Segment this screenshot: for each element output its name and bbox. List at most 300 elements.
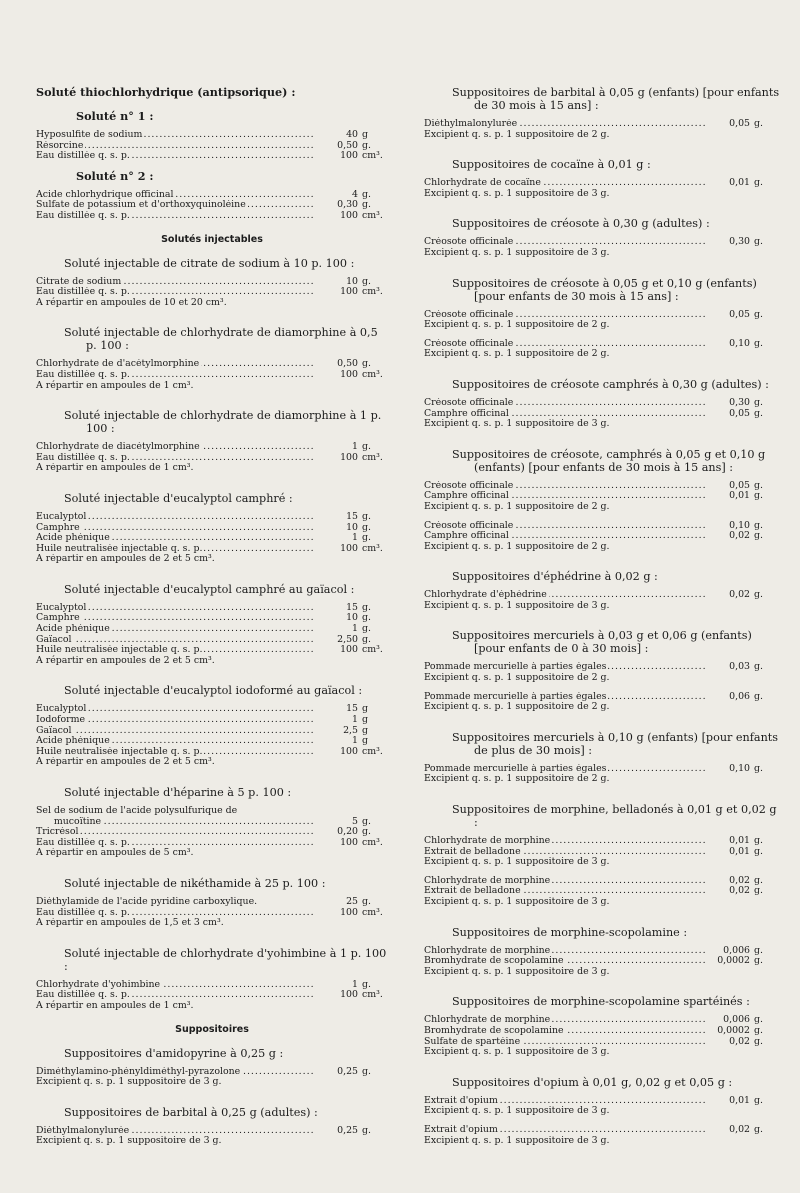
ingredient-unit: g. [754, 1014, 763, 1026]
ingredient-quantity: 0,06 [729, 690, 750, 702]
ingredient-row [424, 1106, 780, 1117]
ingredient-quantity: 100 [340, 150, 358, 162]
formula-title: Suppositoires de créosote à 0,30 g (adultes) : [452, 217, 710, 231]
ingredient-unit: g [362, 735, 369, 747]
ingredient-row [424, 662, 780, 673]
ingredient-unit: cm³. [362, 836, 383, 848]
ingredient-quantity: 100 [340, 542, 358, 554]
ingredient-quantity: 0,02 [729, 1123, 750, 1135]
ingredient-row [36, 635, 388, 646]
ingredient-row [36, 151, 388, 162]
formula-title: Soluté n° 2 : [76, 168, 154, 183]
ingredient-unit: cm³. [362, 542, 383, 554]
ingredient-quantity: 10 [346, 612, 358, 624]
ingredient-row [424, 502, 780, 513]
ingredient-unit: g. [362, 139, 371, 151]
ingredient-name: Diéthylmalonylurée [36, 1125, 130, 1136]
ingredient-quantity: 1 [352, 441, 358, 453]
ingredient-name: Excipient q. s. p. 1 suppositoire de 2 g. [424, 702, 610, 713]
ingredient-row [424, 491, 780, 502]
formula-title: Suppositoires d'opium à 0,01 g, 0,02 g et 0,05 g : [452, 1075, 733, 1089]
ingredient-quantity: 1 [352, 735, 358, 747]
ingredient-row [424, 886, 780, 897]
ingredient-unit: g. [754, 490, 763, 502]
ingredient-row [36, 211, 388, 222]
ingredient-unit: g. [362, 826, 371, 838]
formula-title: Suppositoires de cocaïne à 0,01 g : [452, 158, 651, 172]
ingredient-row [424, 521, 780, 532]
ingredient-row [36, 1126, 388, 1137]
ingredient-name: Camphre officinal [424, 531, 509, 542]
formula-title: Suppositoires de morphine-scopolamine : [452, 925, 688, 939]
ingredient-name: Chlorhydrate de morphine [424, 945, 551, 956]
ingredient-name: Excipient q. s. p. 1 suppositoire de 2 g. [424, 129, 610, 140]
formula-title: Soluté injectable de chlorhydrate de diamorphine à 1 p. 100 : [64, 409, 382, 436]
ingredient-unit: g. [754, 1094, 763, 1106]
ingredient-unit: g. [362, 895, 371, 907]
ingredient-row [424, 237, 780, 248]
ingredient-row [36, 1067, 388, 1078]
ingredient-quantity: 0,25 [337, 1124, 358, 1136]
ingredient-row [36, 442, 388, 453]
ingredient-unit: g. [754, 1123, 763, 1135]
ingredient-row [424, 531, 780, 542]
ingredient-quantity: 0,05 [729, 479, 750, 491]
ingredient-unit: g. [362, 815, 371, 827]
ingredient-name: Eau distillée q. s. p. [36, 990, 130, 1001]
ingredient-name: Eau distillée q. s. p. [36, 369, 130, 380]
ingredient-row [424, 349, 780, 360]
ingredient-quantity: 100 [340, 906, 358, 918]
ingredient-name: Acide chlorhydrique officinal [36, 189, 174, 200]
ingredient-row [36, 838, 388, 849]
ingredient-quantity: 0,50 [337, 139, 358, 151]
ingredient-name: Camphre officinal [424, 491, 509, 502]
ingredient-row [424, 601, 780, 612]
ingredient-unit: cm³. [362, 989, 383, 1001]
ingredient-quantity: 0,0002 [717, 1024, 750, 1036]
ingredient-row [36, 624, 388, 635]
ingredient-row [424, 398, 780, 409]
ingredient-quantity: 0,10 [729, 519, 750, 531]
ingredient-unit: g. [362, 199, 371, 211]
formula-title: Suppositoires mercuriels à 0,03 g et 0,06 g (enfants) [pour enfants de 0 à 30 mois] : [452, 629, 752, 656]
ingredient-quantity: 0,03 [729, 661, 750, 673]
ingredient-row [424, 419, 780, 430]
ingredient-unit: g. [754, 177, 763, 189]
ingredient-quantity: 100 [340, 644, 358, 656]
ingredient-row [36, 645, 388, 656]
ingredient-unit: g. [754, 885, 763, 897]
ingredient-name: Acide phénique [36, 736, 110, 747]
ingredient-unit: g. [754, 874, 763, 886]
ingredient-name: Sulfate de spartéine [424, 1036, 521, 1047]
ingredient-row [36, 359, 388, 370]
ingredient-row [36, 277, 388, 288]
ingredient-unit: g. [754, 661, 763, 673]
ingredient-quantity: 0,02 [729, 874, 750, 886]
ingredient-row [36, 287, 388, 298]
ingredient-name: Créosote officinale [424, 309, 514, 320]
ingredient-name: Eucalyptol [36, 602, 87, 613]
ingredient-name: Eau distillée q. s. p. [36, 907, 130, 918]
ingredient-quantity: 100 [340, 836, 358, 848]
ingredient-name: Pommade mercurielle à parties égales [424, 691, 607, 702]
ingredient-quantity: 10 [346, 275, 358, 287]
ingredient-row [424, 119, 780, 130]
ingredient-unit: g. [754, 762, 763, 774]
ingredient-quantity: 1 [352, 978, 358, 990]
ingredient-name: Extrait d'opium [424, 1124, 498, 1135]
formula-title: Soluté injectable d'eucalyptol iodoformé au gaïacol : [64, 684, 363, 698]
ingredient-name: Excipient q. s. p. 1 suppositoire de 2 g. [424, 673, 610, 684]
ingredient-unit: g. [754, 1024, 763, 1036]
ingredient-unit: cm³. [362, 906, 383, 918]
ingredient-quantity: 15 [346, 601, 358, 613]
ingredient-name: Excipient q. s. p. 1 suppositoire de 3 g. [424, 897, 610, 907]
ingredient-name: Bromhydrate de scopolamine [424, 1025, 564, 1036]
ingredient-unit: g [362, 703, 369, 715]
ingredient-row [36, 1077, 388, 1088]
ingredient-quantity: 0,10 [729, 762, 750, 774]
formula-title: Suppositoires d'amidopyrine à 0,25 g : [64, 1046, 284, 1060]
ingredient-unit: g. [362, 510, 371, 522]
ingredient-row [424, 673, 780, 684]
ingredient-row [424, 1037, 780, 1048]
formula-title: Soluté injectable de chlorhydrate de diamorphine à 0,5 p. 100 : [64, 326, 378, 353]
formula-title: Suppositoires d'éphédrine à 0,02 g : [452, 570, 658, 584]
ingredient-row [424, 774, 780, 785]
ingredient-unit: g. [362, 978, 371, 990]
ingredient-unit: g. [754, 308, 763, 320]
ingredient-quantity: 2,5 [343, 724, 358, 736]
ingredient-name: Excipient q. s. p. 1 suppositoire de 3 g. [36, 1136, 222, 1147]
ingredient-name: Hyposulfite de sodium [36, 130, 143, 140]
ingredient-quantity: 15 [346, 510, 358, 522]
ingredient-name: Créosote officinale [424, 237, 514, 248]
ingredient-quantity: 100 [340, 745, 358, 757]
ingredient-row [424, 897, 780, 908]
ingredient-name: Excipient q. s. p. 1 suppositoire de 3 g. [424, 188, 610, 199]
ingredient-unit: g. [754, 955, 763, 967]
ingredient-name: Bromhydrate de scopolamine [424, 956, 564, 967]
ingredient-quantity: 1 [352, 714, 358, 726]
ingredient-row [36, 736, 388, 747]
ingredient-name: Excipient q. s. p. 1 suppositoire de 2 g. [424, 541, 610, 552]
ingredient-name: Camphre officinal [424, 408, 509, 419]
ingredient-row [36, 370, 388, 381]
ingredient-name: Extrait d'opium [424, 1095, 498, 1106]
ingredient-unit: cm³. [362, 644, 383, 656]
ingredient-name: Chlorhydrate de d'acétylmorphine [36, 359, 200, 370]
ingredient-quantity: 100 [340, 286, 358, 298]
ingredient-unit: g. [362, 188, 371, 200]
ingredient-name: Eau distillée q. s. p. [36, 837, 130, 848]
ingredient-unit: g. [754, 589, 763, 601]
ingredient-quantity: 0,30 [729, 236, 750, 248]
ingredient-row [36, 533, 388, 544]
formula-title: Soluté injectable de citrate de sodium à 10 p. 100 : [64, 256, 355, 270]
ingredient-row [424, 836, 780, 847]
ingredient-name: Sel de sodium de l'acide polysulfurique de [36, 806, 238, 816]
ingredient-row [36, 897, 388, 908]
ingredient-quantity: 1 [352, 532, 358, 544]
ingredient-name: Diméthylamino-phényldiméthyl-pyrazolone [36, 1066, 241, 1077]
ingredient-unit: g. [754, 835, 763, 847]
ingredient-name: Huile neutralisée injectable q. s. p. [36, 543, 203, 554]
ingredient-name: Sulfate de potassium et d'orthoxyquinoléine [36, 200, 246, 211]
ingredient-row [36, 523, 388, 534]
ingredient-row [424, 130, 780, 141]
ingredient-name: Citrate de sodium [36, 276, 122, 287]
ingredient-name: Excipient q. s. p. 1 suppositoire de 3 g. [424, 1047, 610, 1058]
ingredient-row [36, 130, 388, 141]
ingredient-name: Camphre [36, 522, 80, 533]
ingredient-name: Chlorhydrate de diacétylmorphine [36, 442, 200, 453]
ingredient-quantity: 0,02 [729, 885, 750, 897]
ingredient-name: Eau distillée q. s. p. [36, 287, 130, 298]
ingredient-row [424, 189, 780, 200]
ingredient-name: Gaïacol [36, 725, 72, 736]
ingredient-row [36, 141, 388, 152]
ingredient-quantity: 15 [346, 703, 358, 715]
ingredient-name: Chlorhydrate de morphine [424, 836, 551, 847]
ingredient-name: Extrait de belladone [424, 886, 521, 897]
ingredient-name: Excipient q. s. p. 1 suppositoire de 3 g. [36, 1077, 222, 1088]
ingredient-quantity: 40 [346, 129, 358, 140]
ingredient-row [36, 512, 388, 523]
ingredient-unit: cm³. [362, 368, 383, 380]
formula-title: Soluté injectable de nikéthamide à 25 p. 100 : [64, 876, 326, 890]
ingredient-quantity: 0,006 [723, 1014, 750, 1026]
ingredient-row [36, 190, 388, 201]
ingredient-name: Iodoforme [36, 715, 86, 726]
ingredient-quantity: 5 [352, 815, 358, 827]
ingredient-row [424, 310, 780, 321]
ingredient-name: Excipient q. s. p. 1 suppositoire de 3 g. [424, 1135, 610, 1146]
ingredient-name: Excipient q. s. p. 1 suppositoire de 3 g. [424, 247, 610, 258]
ingredient-row [36, 1136, 388, 1147]
ingredient-row [424, 339, 780, 350]
ingredient-name: Excipient q. s. p. 1 suppositoire de 3 g. [424, 966, 610, 977]
ingredient-unit: g [362, 714, 369, 726]
ingredient-unit: g. [362, 601, 371, 613]
ingredient-unit: g. [754, 944, 763, 956]
ingredient-row [36, 715, 388, 726]
ingredient-row [424, 956, 780, 967]
dispensing-note: A répartir en ampoules de 2 et 5 cm³. [36, 654, 215, 666]
ingredient-unit: g. [362, 633, 371, 645]
ingredient-quantity: 0,01 [729, 490, 750, 502]
ingredient-row [424, 542, 780, 553]
ingredient-row [36, 747, 388, 758]
ingredient-name: Excipient q. s. p. 1 suppositoire de 2 g. [424, 320, 610, 331]
ingredient-quantity: 0,02 [729, 1035, 750, 1047]
ingredient-unit: g [362, 724, 369, 736]
ingredient-row [424, 967, 780, 978]
ingredient-quantity: 0,01 [729, 177, 750, 189]
dispensing-note: A répartir en ampoules de 1 cm³. [36, 379, 194, 391]
ingredient-unit: g. [754, 690, 763, 702]
ingredient-quantity: 0,01 [729, 845, 750, 857]
ingredient-unit: g. [362, 358, 371, 370]
ingredient-unit: g. [362, 441, 371, 453]
ingredient-row [424, 320, 780, 331]
ingredient-name: Extrait de belladone [424, 846, 521, 857]
ingredient-quantity: 0,01 [729, 1094, 750, 1106]
ingredient-unit: g. [362, 1065, 371, 1077]
formula-title: Suppositoires de morphine-scopolamine spartéinés : [452, 995, 750, 1009]
ingredient-row [36, 603, 388, 614]
ingredient-name: Excipient q. s. p. 1 suppositoire de 3 g. [424, 857, 610, 868]
ingredient-row [424, 702, 780, 713]
ingredient-unit: g. [362, 623, 371, 635]
ingredient-name: Acide phénique [36, 624, 110, 635]
ingredient-unit: g [362, 129, 369, 140]
ingredient-row [424, 481, 780, 492]
ingredient-quantity: 0,30 [729, 396, 750, 408]
ingredient-name: Excipient q. s. p. 1 suppositoire de 2 g. [424, 349, 610, 360]
right-column [424, 86, 780, 1146]
ingredient-name: Huile neutralisée injectable q. s. p. [36, 746, 203, 757]
ingredient-row [424, 1136, 780, 1147]
ingredient-quantity: 100 [340, 989, 358, 1001]
ingredient-row [36, 817, 388, 828]
dispensing-note: A répartir en ampoules de 10 et 20 cm³. [36, 296, 227, 308]
ingredient-quantity: 0,02 [729, 589, 750, 601]
ingredient-quantity: 100 [340, 209, 358, 221]
dispensing-note: A répartir en ampoules de 1 cm³. [36, 999, 194, 1011]
ingredient-quantity: 100 [340, 368, 358, 380]
ingredient-quantity: 0,05 [729, 308, 750, 320]
ingredient-row [424, 1125, 780, 1136]
ingredient-name: Créosote officinale [424, 397, 514, 408]
ingredient-quantity: 0,10 [729, 337, 750, 349]
ingredient-row [36, 827, 388, 838]
ingredient-quantity: 0,01 [729, 835, 750, 847]
ingredient-name: Excipient q. s. p. 1 suppositoire de 2 g. [424, 774, 610, 785]
formula-title: Suppositoires de barbital à 0,05 g (enfants) [pour enfants de 30 mois à 15 ans] : [452, 86, 780, 112]
ingredient-unit: g. [754, 479, 763, 491]
ingredient-name: Excipient q. s. p. 1 suppositoire de 2 g. [424, 501, 610, 512]
ingredient-quantity: 0,25 [337, 1065, 358, 1077]
ingredient-quantity: 0,006 [723, 944, 750, 956]
formula-title: Suppositoires mercuriels à 0,10 g (enfants) [pour enfants de plus de 30 mois] : [452, 730, 779, 757]
ingredient-name: Camphre [36, 613, 80, 624]
ingredient-name: Chlorhydrate de morphine [424, 1015, 551, 1026]
ingredient-quantity: 0,30 [337, 199, 358, 211]
ingredient-name: Résorcine [36, 140, 84, 151]
formula-title: Suppositoires de créosote camphrés à 0,30 g (adultes) : [452, 377, 769, 391]
ingredient-quantity: 1 [352, 623, 358, 635]
formula-title: Soluté injectable d'héparine à 5 p. 100 : [64, 786, 292, 799]
formula-title: Suppositoires de morphine, belladonés à 0,01 g et 0,02 g : [452, 803, 777, 830]
ingredient-quantity: 0,20 [337, 826, 358, 838]
ingredient-row [36, 726, 388, 737]
ingredient-row [36, 980, 388, 991]
ingredient-name: Huile neutralisée injectable q. s. p. [36, 645, 203, 656]
section-heading: Solutés injectables [161, 233, 263, 245]
ingredient-unit: cm³. [362, 209, 383, 221]
ingredient-unit: g. [362, 532, 371, 544]
ingredient-name: Tricrésol [36, 827, 79, 838]
ingredient-unit: g. [754, 396, 763, 408]
ingredient-name: Excipient q. s. p. 1 suppositoire de 3 g. [424, 1106, 610, 1117]
ingredient-row [424, 764, 780, 775]
ingredient-row [36, 544, 388, 555]
ingredient-row [36, 908, 388, 919]
ingredient-row [36, 990, 388, 1001]
formula-title: Suppositoires de créosote, camphrés à 0,05 g et 0,10 g (enfants) [pour enfants de 30 mois à 15 ans] : [452, 447, 766, 474]
ingredient-quantity: 0,05 [729, 118, 750, 129]
ingredient-name: Eucalyptol [36, 511, 87, 522]
ingredient-name: Eau distillée q. s. p. [36, 151, 130, 162]
ingredient-row [424, 1096, 780, 1107]
ingredient-quantity: 100 [340, 451, 358, 463]
dispensing-note: A répartir en ampoules de 2 et 5 cm³. [36, 756, 215, 768]
ingredient-row [424, 847, 780, 858]
ingredient-unit: g. [754, 530, 763, 542]
ingredient-name: Diéthylmalonylurée [424, 119, 518, 129]
ingredient-unit: cm³. [362, 150, 383, 162]
left-column [36, 86, 388, 1147]
ingredient-row [424, 409, 780, 420]
ingredient-unit: g. [754, 845, 763, 857]
ingredient-quantity: 0,50 [337, 358, 358, 370]
ingredient-row [424, 876, 780, 887]
formula-title: Soluté injectable de chlorhydrate d'yohimbine à 1 p. 100 : [64, 946, 387, 973]
ingredient-name: Chlorhydrate d'éphédrine [424, 590, 547, 601]
ingredient-name: Chlorhydrate de morphine [424, 875, 551, 886]
ingredient-row [424, 857, 780, 868]
ingredient-name: Créosote officinale [424, 480, 514, 491]
ingredient-quantity: 0,05 [729, 407, 750, 419]
ingredient-row [36, 806, 388, 817]
ingredient-name: Eau distillée q. s. p. [36, 452, 130, 463]
ingredient-row [36, 613, 388, 624]
ingredient-quantity: 25 [346, 895, 358, 907]
ingredient-name: Créosote officinale [424, 338, 514, 349]
formula-title: Suppositoires de créosote à 0,05 g et 0,10 g (enfants) [pour enfants de 30 mois à 15 ans] : [452, 276, 757, 303]
formula-title: Soluté injectable d'eucalyptol camphré : [64, 491, 293, 505]
dispensing-note: A répartir en ampoules de 2 et 5 cm³. [36, 553, 215, 565]
ingredient-unit: g. [754, 519, 763, 531]
ingredient-unit: cm³. [362, 451, 383, 463]
ingredient-unit: g. [754, 236, 763, 248]
ingredient-name: Chlorhydrate de cocaïne [424, 178, 541, 189]
ingredient-quantity: 2,50 [337, 633, 358, 645]
ingredient-unit: g. [754, 118, 763, 129]
ingredient-quantity: 10 [346, 521, 358, 533]
ingredient-row [36, 200, 388, 211]
ingredient-name: Pommade mercurielle à parties égales [424, 662, 607, 673]
ingredient-unit: g. [754, 337, 763, 349]
ingredient-row [424, 1026, 780, 1037]
ingredient-name: Acide phénique [36, 533, 110, 544]
ingredient-row [424, 692, 780, 703]
ingredient-unit: g. [362, 521, 371, 533]
ingredient-name: Créosote officinale [424, 520, 514, 531]
ingredient-row [424, 248, 780, 259]
ingredient-row [424, 178, 780, 189]
ingredient-name: Diéthylamide de l'acide pyridine carboxylique. [36, 896, 258, 907]
formula-title: Suppositoires de barbital à 0,25 g (adultes) : [64, 1105, 318, 1119]
ingredient-row [424, 1047, 780, 1058]
dispensing-note: A répartir en ampoules de 1,5 et 3 cm³. [36, 917, 224, 929]
ingredient-name: mucoïtine [36, 816, 102, 827]
ingredient-name: Excipient q. s. p. 1 suppositoire de 3 g. [424, 419, 610, 430]
ingredient-quantity: 4 [352, 188, 358, 200]
